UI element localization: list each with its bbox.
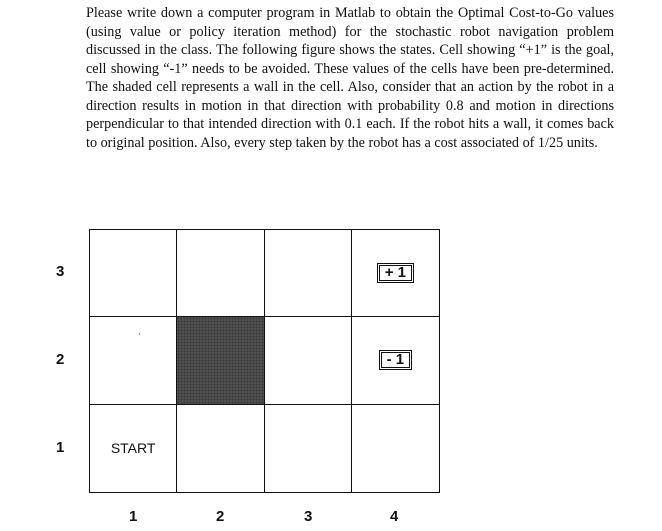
col-label-1: 1 (129, 508, 138, 525)
cell-2-1 (177, 405, 264, 492)
row-label-1: 1 (56, 439, 65, 456)
cell-3-1 (265, 405, 352, 492)
goal-reward-label: + 1 (377, 263, 414, 283)
cell-1-3 (90, 230, 177, 317)
start-cell (90, 405, 177, 492)
cell-1-2 (90, 317, 177, 404)
avoid-reward-label: - 1 (379, 350, 413, 370)
grid-world (89, 229, 440, 493)
problem-text: Please write down a computer program in Matlab to obtain the Optimal Cost-to-Go values (using value or policy iteration method) for the stochastic robot navigation problem discussed in the class. The following figure shows the states. Cell showing “+1” is the goal, cell showing “-1” needs to be avoided. These values of the cells have been pre-determined. The shaded cell represents a wall in the cell. Also, consider that an action by the robot in a direction results in motion in that direction with probability 0.8 and motion in directions perpendicular to that intended direction with 0.1 each. If the robot hits a wall, it comes back to original position. Also, every step taken by the robot has a cost associated of 1/25 units. (86, 5, 614, 151)
speck-mark: · (138, 329, 141, 340)
cell-2-3 (177, 230, 264, 317)
col-label-2: 2 (216, 508, 225, 525)
cell-3-3 (265, 230, 352, 317)
cell-4-1 (352, 405, 439, 492)
avoid-cell (352, 317, 439, 404)
col-label-4: 4 (390, 508, 399, 525)
cell-3-2 (265, 317, 352, 404)
row-label-2: 2 (56, 351, 65, 368)
start-label: START (110, 440, 156, 457)
wall-cell (177, 317, 264, 404)
row-label-3: 3 (56, 263, 65, 280)
goal-cell (352, 230, 439, 317)
col-label-3: 3 (304, 508, 313, 525)
